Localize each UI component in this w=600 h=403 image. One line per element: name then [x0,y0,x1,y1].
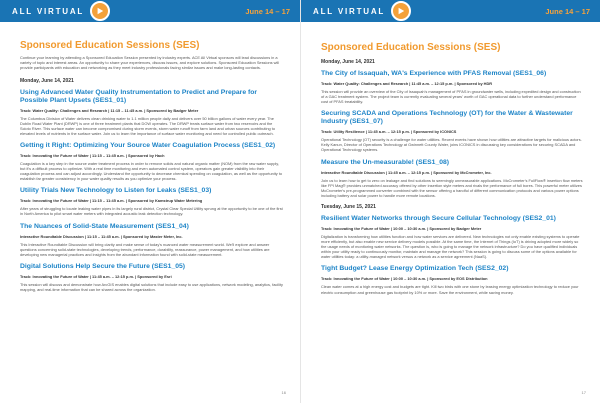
session-item [20,223,284,257]
session-title: Tight Budget? Lease Energy Optimization Tech (SES2_02) [321,265,509,273]
session-description: Operational Technology (OT) security is a challenge for water utilities. Recent events have shown how utilities are attractive targets for malicious actors. Kelly Kanun, Director of Operations Technology at Gwinnett County Water, joins ICONICS in discussing key considerations for securing SCADA and Operational Technology systems. [321,137,582,153]
event-banner [301,0,600,22]
right-content [301,22,600,295]
banner-dates: June 14 – 17 [245,6,290,16]
session-title: Measure the Un-measurable! (SES1_08) [321,158,450,166]
session-description: This Interactive Roundtable Discussion will bring clarity and make sense of today's nuanced water measurement world. We'll explore and answer questions concerning solid-state technologies, developing trends, performance, durability, reassurance, power management, and how utilities are developing new managerial practices and insights from the abundant information found with solid-state measurement. [20,241,270,257]
session-track: Track: Innovating the Future of Water | 11:15 – 11:45 a.m. | Sponsored by Kamstrup Water Metering [20,198,203,204]
session-item [321,215,584,259]
session-item [20,187,284,216]
session-description: The Columbus Division of Water delivers clean drinking water to 1.1 million people daily and delivers over 50 billion gallons of water every year. The Dublin Road Water Plant (DRWP) is one of three treatment plants that DOW operates. The DRWP treats surface water from two reservoirs and the Scioto River. This surface water can become compromised during storm events, storm water runoff from farm land and urban sources contributing to elevated levels of nutrients in the surface water. Join us to learn the importance of surface water monitoring and need for controlled public outreach. [20,115,276,136]
section-title: Sponsored Education Sessions (SES) [20,40,200,51]
session-item [321,70,584,104]
day-heading: Monday, June 14, 2021 [321,59,375,65]
session-item [321,159,584,198]
play-icon [90,1,110,21]
session-title: The City of Issaquah, WA's Experience with PFAS Removal (SES1_06) [321,70,547,77]
session-description: Coagulation is a key step in the source water treatment process in order to remove solids and natural organic matter (NOM) from the raw water supply, but it's a difficult process to optimize. With a real time monitoring and even automated control system, operators gain greater visibility into their coagulation process and can adjust accordingly. Understand the opportunity to decrease chemical spending on coagulation, as well as the opportunity to establish far greater consistency in your water quality results as you optimize your process. [20,160,283,182]
right-page [300,0,600,403]
session-item [20,89,284,136]
intro-text: Continue your learning by attending a Sponsored Education Session presented by industry experts. ACE All Virtual sponsors will lead discussions in a variety of topic and interest areas. An opportunity to share your experiences, discuss issues, and explore solutions. Sponsored Education Sessions will provide participants with education and networking as they meet industry professionals facing similar issues and make long-lasting contacts. [20,55,280,71]
day-heading: Tuesday, June 15, 2021 [321,203,376,210]
session-track: Interactive Roundtable Discussion | 11:45 a.m. – 12:15 p.m. | Sponsored by McCrometer, Inc. [321,169,492,175]
day-heading: Monday, June 14, 2021 [20,77,74,84]
banner-label: ALL VIRTUAL [313,6,386,16]
session-title: Securing SCADA and Operations Technology (OT) for the Water & Wastewater Industry (SES1_07) [321,110,573,126]
session-description: This session will provide an overview of the City of Issaquah's management of PFAS in groundwater wells, including expedited design and construction of a GAC treatment system. The project team is currently evaluating several years' worth of GAC operational data to further understand performance cost of PFAS treatability. [321,89,581,105]
session-title: Getting it Right: Optimizing Your Source Water Coagulation Process (SES1_02) [20,141,276,149]
session-title: Resilient Water Networks through Secure Cellular Technology (SES2_01) [321,214,556,222]
banner-dates: June 14 – 17 [545,6,590,16]
session-item [20,263,284,292]
play-icon [391,1,411,21]
session-track: Track: Innovating the Future of Water | 10:00 – 10:30 a.m. | Sponsored by Badger Meter [321,225,482,231]
page-number: 17 [581,390,586,395]
session-track: Track: Innovating the Future of Water | 11:45 a.m. – 12:15 p.m. | Sponsored by Esri [20,273,172,279]
session-track: Track: Innovating the Future of Water | 11:15 – 11:45 a.m. | Sponsored by Hach [20,152,165,158]
session-title: Using Advanced Water Quality Instrumentation to Predict and Prepare for Possible Plant Upsets (SES1_01) [20,88,258,104]
session-track: Track: Innovating the Future of Water | 10:00 – 10:30 a.m. | Sponsored by EOS Distribution [321,276,488,282]
session-description: After years of struggling to locate leaking water pipes in its largely rural district, Crystal Clear Special Utility sprung at the opportunity to be one of the first in North America to pilot smart water meters with integrated acoustic leak detection technology. [20,206,283,217]
event-banner [0,0,300,22]
session-item [20,142,284,181]
session-track: Track: Water Quality: Challenges and Research | 11:15 – 11:45 a.m. | Sponsored by Badger Meter [20,107,199,113]
section-title: Sponsored Education Sessions (SES) [321,42,501,53]
banner-label: ALL VIRTUAL [12,6,85,16]
session-description: Digitalization is transforming how utilities function and how water services are delivered. New technologies not only enable existing systems to operate more efficiently, but also enable new service delivery models possible. At the same time, the Internet of Things (IoT) is driving adopted more widely so the usage needs of monitoring water networks. The question is, who is going to manage the network infrastructure? Do you have qualified individuals within your utility ready to continuously monitor, maintain and manage the network? This session is going to discuss some of the options available for water utilities today: a utility-managed network versus a network as a service agreement (NaaS). [321,233,580,260]
session-item [321,265,584,294]
session-description: Clean water comes at a high energy cost and budgets are tight. Kill two birds with one stone by leasing energy optimization technology to reduce your electric consumption and greenhouse gas footprint by 10% or more. Save the environment, while saving money. [321,284,579,295]
session-title: The Nuances of Solid-State Measurement (SES1_04) [20,222,189,230]
session-description: This session will discuss and demonstrate how ArcGIS enables digital solutions that include easy to use applications, network modeling, analytics, facility mapping, and real-time information that can be shared across the organization. [20,281,283,292]
session-track: Interactive Roundtable Discussion | 11:15 – 11:45 a.m. | Sponsored by Master Meter, Inc. [20,233,183,239]
session-track: Track: Utility Resilience | 11:45 a.m. – 12:15 p.m. | Sponsored by ICONICS [321,129,457,135]
session-title: Utility Trials New Technology to Listen for Leaks (SES1_03) [20,187,212,195]
left-content [0,22,300,292]
session-track: Track: Water Quality: Challenges and Research | 11:45 a.m. – 12:15 p.m. | Sponsored by HDR [321,81,493,86]
session-title: Digital Solutions Help Secure the Future (SES1_05) [20,262,186,270]
session-item [321,110,584,152]
session-description: Join us to learn how to get to zero on leakage and find solutions to seemingly unmeasurable applications. McCrometer's FullFlow® insertion flow meters like FPI Mag® provides unmatched accuracy offered by other insertion style meters and rivals the performance of full bores. This powerful meter utilizes McCrometer's pre-programmed converter combined with the sensor offering a handful of different communication protocols and various power options including battery and solar power to handle more remote locations. [321,177,583,198]
page-number: 16 [281,390,286,395]
